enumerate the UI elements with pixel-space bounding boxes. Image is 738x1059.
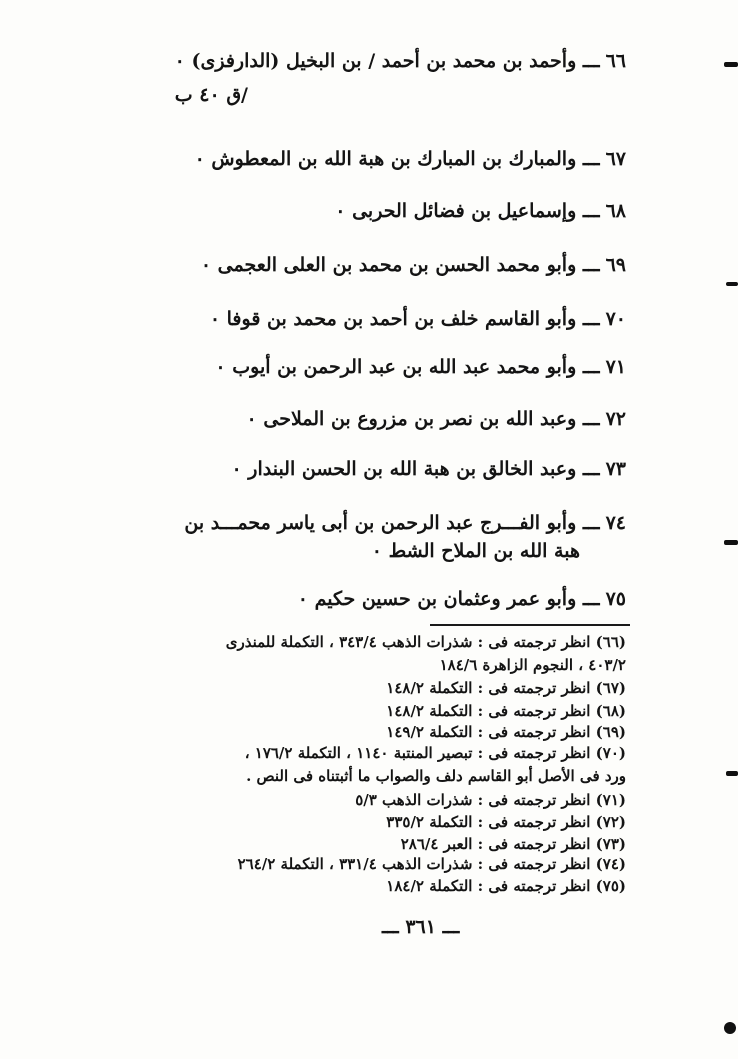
entry-69: [201, 248, 626, 282]
entry-72: [247, 402, 626, 436]
entry-text: ـــ وأبو عمر وعثمان بن حسين حكيم ٠: [297, 588, 600, 610]
entry-text: ـــ وأبو القاسم خلف بن أحمد بن محمد بن قوفا ٠: [209, 308, 600, 330]
entry-number: ٦٨: [605, 200, 626, 222]
entry-text: ـــ وعبد الله بن نصر بن مزروع بن الملاحى ٠: [246, 408, 600, 430]
entry-number: ٦٩: [605, 254, 626, 276]
footnote-line: (٧١) انظر ترجمته فى : شذرات الذهب ٥/٣: [355, 791, 626, 809]
entry-67: [195, 142, 626, 176]
margin-mark: [724, 62, 738, 67]
entry-74-continuation: [372, 534, 580, 568]
margin-mark: [724, 1022, 736, 1034]
entry-68: [335, 194, 626, 228]
entry-number: ٧٤: [605, 512, 626, 534]
entry-text: ـــ وأبو الفـــرج عبد الرحمن بن أبى ياسر محمـــد بن: [184, 512, 600, 534]
footnote-line: (٧٠) انظر ترجمته فى : تبصير المنتبة ١١٤٠ ، التكملة ١٧٦/٢ ،: [244, 744, 626, 762]
entry-number: ٦٧: [605, 148, 626, 170]
entry-text: ـــ وأبو محمد الحسن بن محمد بن العلى العجمى ٠: [200, 254, 600, 276]
entry-number: ٦٦: [605, 50, 626, 72]
entry-66: [175, 44, 626, 78]
entry-number: ٧٥: [605, 588, 626, 610]
entry-75: [298, 582, 626, 616]
margin-mark: [724, 540, 738, 545]
entry-text: /ق ٤٠ ب: [174, 84, 248, 106]
footnote-line: (٧٤) انظر ترجمته فى : شذرات الذهب ٣٣١/٤ ، التكملة ٢٦٤/٢: [237, 855, 626, 873]
entry-number: ٧٠: [605, 308, 626, 330]
footnote-line: ورد فى الأصل أبو القاسم دلف والصواب ما أثبتناه فى النص .: [246, 767, 626, 785]
entry-text: ـــ والمبارك بن المبارك بن هبة الله بن المعطوش ٠: [194, 148, 600, 170]
entry-number: ٧١: [605, 356, 626, 378]
entry-text: ـــ وإسماعيل بن فضائل الحربى ٠: [335, 200, 600, 222]
entry-71: [215, 350, 626, 384]
footnote-line: (٦٨) انظر ترجمته فى : التكملة ١٤٨/٢: [386, 702, 626, 720]
footnote-line: (٧٥) انظر ترجمته فى : التكملة ١٨٤/٢: [386, 877, 626, 895]
entry-number: ٧٢: [605, 408, 626, 430]
page-number: ـــ ٣٦١ ـــ: [382, 916, 460, 938]
entry-73: [231, 452, 626, 486]
footnote-separator: [430, 624, 630, 626]
entry-70: [210, 302, 626, 336]
footnote-line: (٦٧) انظر ترجمته فى : التكملة ١٤٨/٢: [386, 679, 626, 697]
margin-mark: [726, 771, 738, 776]
entry-text: ـــ وعبد الخالق بن هبة الله بن الحسن البندار ٠: [231, 458, 600, 480]
entry-number: ٧٣: [605, 458, 626, 480]
footnote-line: (٦٩) انظر ترجمته فى : التكملة ١٤٩/٢: [386, 723, 626, 741]
entry-text: ـــ وأحمد بن محمد بن أحمد / بن البخيل (الدارفزى) ٠: [174, 50, 600, 72]
margin-mark: [726, 282, 738, 286]
footnote-line: ٤٠٣/٢ ، النجوم الزاهرة ١٨٤/٦: [439, 656, 626, 674]
footnote-line: (٧٢) انظر ترجمته فى : التكملة ٣٣٥/٢: [386, 813, 626, 831]
footnote-line: (٦٦) انظر ترجمته فى : شذرات الذهب ٣٤٣/٤ ، التكملة للمنذرى: [225, 633, 626, 651]
footnote-line: (٧٣) انظر ترجمته فى : العبر ٢٨٦/٤: [400, 835, 626, 853]
entry-text: ـــ وأبو محمد عبد الله بن عبد الرحمن بن أيوب ٠: [215, 356, 600, 378]
entry-66-continuation: [175, 78, 248, 112]
entry-text: هبة الله بن الملاح الشط ٠: [371, 540, 580, 562]
